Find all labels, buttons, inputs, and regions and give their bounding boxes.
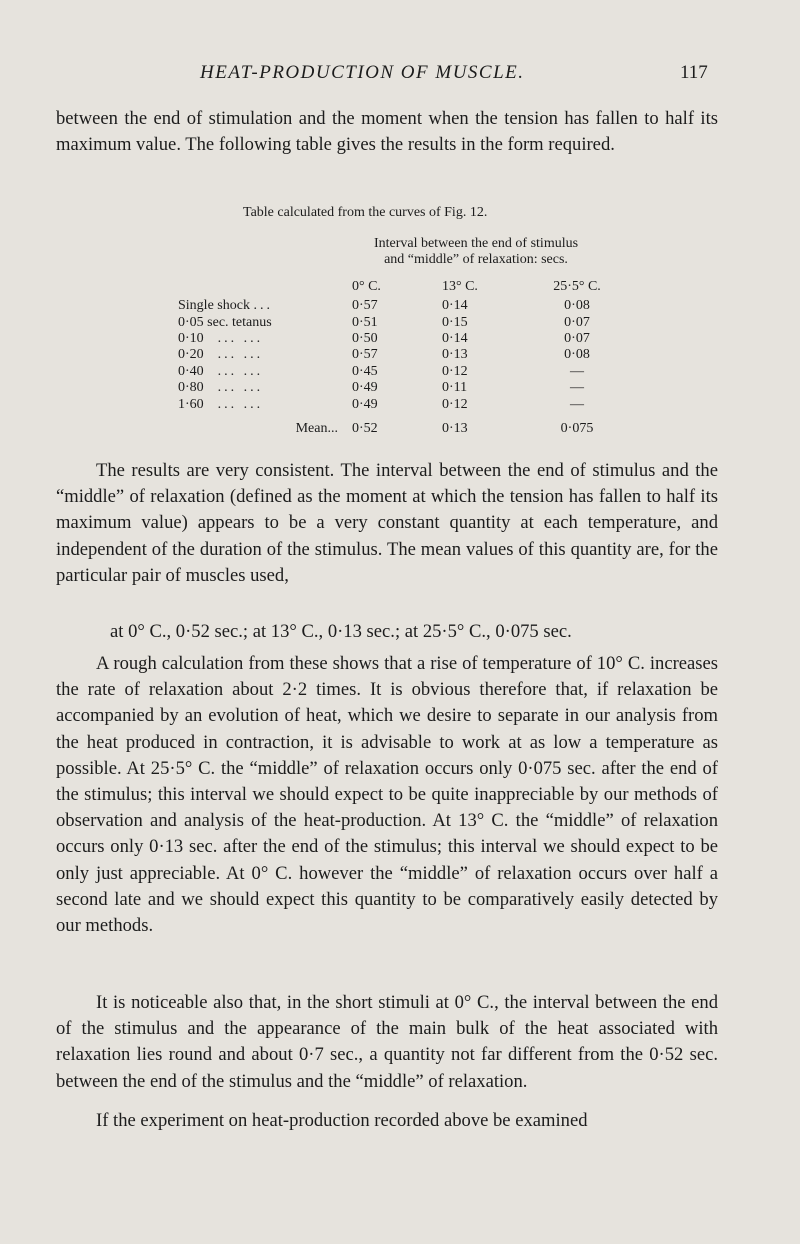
cell-13c: 0·13 (442, 347, 468, 363)
page-number: 117 (680, 62, 708, 83)
cell-0c: 0·57 (352, 298, 378, 314)
cell-13c: 0·12 (442, 396, 468, 412)
mean-0c: 0·52 (352, 420, 378, 436)
paragraph-short-stimuli: It is noticeable also that, in the short stimuli at 0° C., the interval between the end of the stimulus and the appearance of the main bulk of the heat associated with relaxation lies round and about 0·7 sec., a quantity not far different from the 0·52 sec. between the end of the stimulus and the “middle” of relaxation. (56, 992, 718, 1092)
mean-25c: 0·075 (560, 420, 594, 436)
table-row (178, 364, 612, 380)
table-caption: Table calculated from the curves of Fig. 12. (243, 205, 488, 220)
table-row (178, 314, 612, 330)
table-column-headers (178, 276, 612, 298)
cell-0c: 0·49 (352, 396, 378, 412)
cell-13c: 0·11 (442, 380, 468, 396)
table-row (178, 347, 612, 363)
cell-25c: — (570, 363, 584, 379)
cell-25c: 0·07 (564, 330, 590, 346)
cell-0c: 0·50 (352, 330, 378, 346)
table-row (178, 298, 612, 314)
row-leader-dots: ... ... (217, 380, 264, 396)
running-title: HEAT-PRODUCTION OF MUSCLE. (200, 62, 525, 83)
mean-label: Mean... (295, 420, 338, 436)
table-row (178, 331, 612, 347)
column-header-25c: 25·5° C. (553, 279, 601, 294)
cell-13c: 0·14 (442, 298, 468, 314)
row-leader-dots: ... ... (217, 363, 264, 379)
table-header-line-1: Interval between the end of stimulus (373, 236, 579, 251)
row-leader-dots: ... ... (217, 330, 264, 346)
row-leader-dots: ... (253, 298, 273, 314)
mean-values-line: at 0° C., 0·52 sec.; at 13° C., 0·13 sec.; at 25·5° C., 0·075 sec. (110, 621, 572, 642)
row-leader-dots: ... ... (217, 347, 264, 363)
table-row (178, 380, 612, 396)
cell-13c: 0·14 (442, 330, 468, 346)
cell-0c: 0·49 (352, 380, 378, 396)
table-mean-row (178, 413, 612, 437)
row-label: 0·20 (178, 347, 204, 363)
cell-0c: 0·45 (352, 363, 378, 379)
table-header-line-2: and “middle” of relaxation: secs. (384, 252, 568, 267)
paragraph-intro: between the end of stimulation and the moment when the tension has fallen to half its maximum value. The following table gives the results in the form required. (56, 108, 718, 156)
cell-0c: 0·51 (352, 314, 378, 330)
cell-0c: 0·57 (352, 347, 378, 363)
cell-25c: — (570, 380, 584, 396)
row-label: Single shock (178, 298, 250, 314)
cell-13c: 0·12 (442, 363, 468, 379)
paragraph-results: The results are very consistent. The interval between the end of stimulus and the “middle” of relaxation (defined as the moment at which the tension has fallen to half its maximum value) appears to be a very constant quantity at each temperature, and independent of the duration of the stimulus. The mean values of this quantity are, for the particular pair of muscles used, (56, 460, 718, 586)
paragraph-continuation: If the experiment on heat-production recorded above be examined (96, 1110, 588, 1131)
row-leader-dots: ... ... (217, 396, 264, 412)
mean-13c: 0·13 (442, 420, 468, 436)
cell-25c: 0·08 (564, 347, 590, 363)
table-column-group-header (334, 236, 618, 268)
column-header-13c: 13° C. (442, 279, 478, 294)
cell-13c: 0·15 (442, 314, 468, 330)
cell-25c: 0·08 (564, 298, 590, 314)
column-header-0c: 0° C. (352, 279, 381, 294)
table-row (178, 396, 612, 412)
row-label: 1·60 (178, 396, 204, 412)
row-label: 0·80 (178, 380, 204, 396)
cell-25c: 0·07 (564, 314, 590, 330)
results-table (178, 276, 612, 437)
row-label: 0·05 sec. tetanus (178, 314, 272, 330)
row-label: 0·40 (178, 363, 204, 379)
cell-25c: — (570, 396, 584, 412)
paragraph-calculation: A rough calculation from these shows that a rise of temperature of 10° C. increases the rate of relaxation about 2·2 times. It is obvious therefore that, if relaxation be accompanied by an evolution of heat, which we desire to separate in our analysis from the heat produced in contraction, it is advisable to work at as low a temperature as possible. At 25·5° C. the “middle” of relaxation occurs only 0·075 sec. after the end of the stimulus; this interval we should expect to be quite inappreciable by our methods of observation and analysis of the heat-production. At 13° C. the “middle” of relaxation occurs only 0·13 sec. after the end of the stimulus; this interval we should expect to be only just appreciable. At 0° C. however the “middle” of relaxation occurs over half a second late and we should expect this quantity to be comparatively easily detected by our methods. (56, 653, 718, 937)
row-label: 0·10 (178, 330, 204, 346)
